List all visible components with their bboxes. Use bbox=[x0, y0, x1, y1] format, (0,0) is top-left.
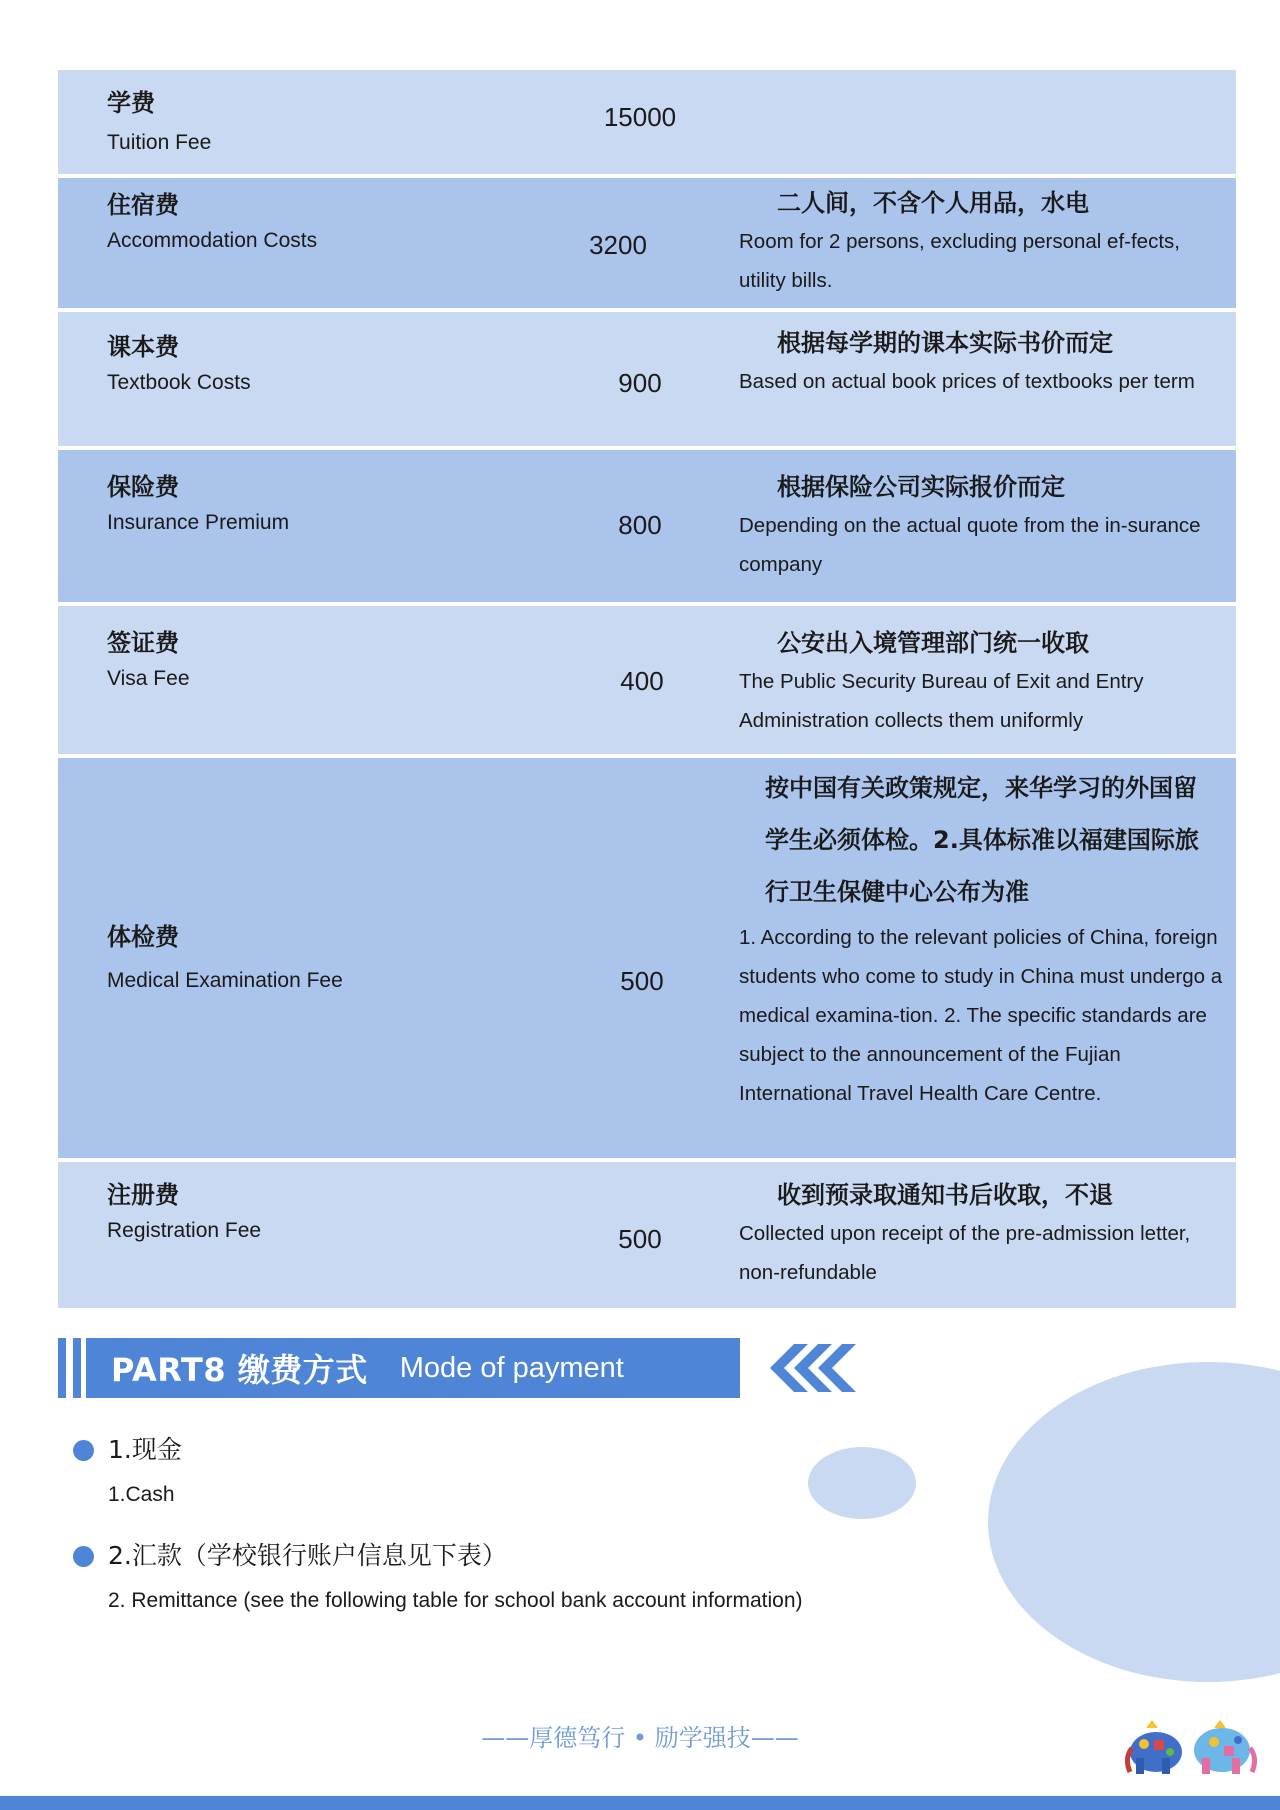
fee-note bbox=[739, 762, 1229, 1113]
fee-amount: 3200 bbox=[589, 230, 647, 260]
fee-name bbox=[107, 1180, 261, 1246]
fee-name-cn: 注册费 bbox=[107, 1181, 179, 1209]
fee-amount: 400 bbox=[620, 666, 664, 696]
fee-amount: 15000 bbox=[603, 102, 677, 132]
fee-name-en: Insurance Premium bbox=[107, 511, 290, 534]
elephant-mascot-icon bbox=[1122, 1718, 1260, 1778]
fee-note-cn: 二人间，不含个人用品，水电 bbox=[777, 189, 1089, 217]
fee-amount: 500 bbox=[618, 1224, 662, 1254]
fee-name bbox=[107, 190, 317, 256]
fee-name-cn: 课本费 bbox=[107, 333, 179, 361]
fee-name-cn: 签证费 bbox=[107, 629, 179, 657]
fee-name-cn: 住宿费 bbox=[107, 191, 179, 219]
fee-note bbox=[739, 324, 1229, 401]
fee-row-accommodation bbox=[58, 178, 1236, 308]
fee-name-en: Textbook Costs bbox=[107, 371, 251, 394]
bullet-dot-icon bbox=[73, 1440, 94, 1461]
decorative-circle-small bbox=[808, 1447, 916, 1519]
fee-note-en: The Public Security Bureau of Exit and Entry Administration collects them uniformly bbox=[739, 670, 1144, 732]
footer-slogan: ——厚德笃行 • 励学强技—— bbox=[481, 1724, 799, 1752]
fee-note-cn: 按中国有关政策规定，来华学习的外国留学生必须体检。2.具体标准以福建国际旅行卫生保健中心公布为准 bbox=[765, 774, 1199, 906]
fee-name bbox=[107, 628, 190, 694]
fee-note-cn: 根据保险公司实际报价而定 bbox=[777, 473, 1065, 501]
payment-label-cn: 1.现金 bbox=[108, 1435, 182, 1464]
fee-name-en: Registration Fee bbox=[107, 1219, 262, 1242]
fee-note-cn: 根据每学期的课本实际书价而定 bbox=[777, 329, 1113, 357]
fee-note bbox=[739, 624, 1229, 740]
fee-row-textbook bbox=[58, 312, 1236, 446]
fee-note-cn: 收到预录取通知书后收取，不退 bbox=[777, 1181, 1113, 1209]
section-title-en: Mode of payment bbox=[399, 1351, 624, 1384]
section-marker-bar bbox=[73, 1338, 81, 1398]
fee-amount: 800 bbox=[618, 510, 662, 540]
fee-name-en: Visa Fee bbox=[107, 667, 190, 690]
fee-name bbox=[107, 332, 251, 398]
fee-row-insurance bbox=[58, 450, 1236, 602]
fee-name-cn: 保险费 bbox=[107, 473, 179, 501]
fee-note-en: Room for 2 persons, excluding personal ef-fects, utility bills. bbox=[739, 230, 1180, 292]
fee-note-en: Based on actual book prices of textbooks per term bbox=[739, 370, 1195, 393]
fee-amount: 500 bbox=[620, 966, 664, 996]
payment-label-en: 1.Cash bbox=[108, 1483, 175, 1506]
fee-row-registration bbox=[58, 1162, 1236, 1308]
section-title-cn: PART8 缴费方式 bbox=[111, 1351, 368, 1389]
fee-name-en: Medical Examination Fee bbox=[107, 969, 343, 992]
fee-name-cn: 体检费 bbox=[107, 923, 179, 951]
fee-name-en: Tuition Fee bbox=[107, 131, 212, 154]
fee-note bbox=[739, 184, 1229, 300]
fee-note-cn: 公安出入境管理部门统一收取 bbox=[777, 629, 1089, 657]
section-marker-bar bbox=[58, 1338, 66, 1398]
fee-row-visa bbox=[58, 606, 1236, 754]
fee-note bbox=[739, 468, 1229, 584]
decorative-circle-large bbox=[988, 1362, 1280, 1682]
section-title-box bbox=[86, 1338, 740, 1398]
bullet-dot-icon bbox=[73, 1546, 94, 1567]
fee-amount: 900 bbox=[618, 368, 662, 398]
payment-label-cn: 2.汇款（学校银行账户信息见下表） bbox=[108, 1541, 507, 1570]
fee-row-tuition bbox=[58, 70, 1236, 174]
fee-row-medical bbox=[58, 758, 1236, 1158]
fee-name bbox=[107, 472, 289, 538]
fee-note-en: Depending on the actual quote from the in-surance company bbox=[739, 514, 1201, 576]
footer-band bbox=[0, 1796, 1280, 1810]
fee-note-en: Collected upon receipt of the pre-admission letter, non-refundable bbox=[739, 1222, 1191, 1284]
fee-name bbox=[107, 88, 211, 158]
triple-chevron-left-icon bbox=[768, 1342, 868, 1394]
fee-name-cn: 学费 bbox=[107, 89, 155, 117]
fee-name-en: Accommodation Costs bbox=[107, 229, 318, 252]
fee-note-en: 1. According to the relevant policies of China, foreign students who come to study in China must undergo a medical examina-tion. 2. The specific standards are subject to the announcement of the Fujian International Travel Health Care Centre. bbox=[739, 926, 1223, 1105]
fee-note bbox=[739, 1176, 1229, 1292]
fee-name bbox=[107, 922, 343, 996]
payment-label-en: 2. Remittance (see the following table for school bank account information) bbox=[108, 1589, 803, 1612]
